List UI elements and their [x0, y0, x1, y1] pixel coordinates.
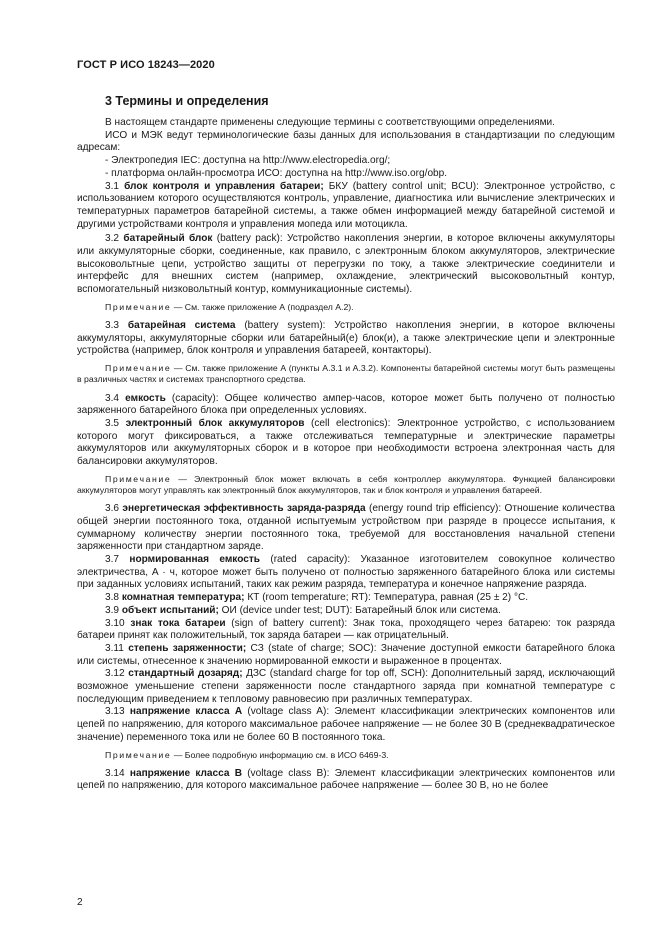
note-text: — См. также приложение А (подраздел А.2).	[171, 301, 354, 312]
term-name: знак тока батареи	[130, 617, 226, 629]
term-entry	[77, 393, 615, 418]
term-definition: (voltage class A): Элемент классификации электрических компонентов или цепей по напряжению, для которого максимальное рабочее напряжение — не более 30 В (среднеквадратическое значение) переменного тока или не более 60 В постоянного тока.	[77, 706, 615, 743]
note-text: — Более подробную информацию см. в ИСО 6469-3.	[171, 749, 389, 760]
term-name: нормированная емкость	[129, 554, 261, 565]
term-note	[77, 302, 615, 313]
term-name: объект испытаний;	[121, 604, 219, 616]
note-label: Примечание	[105, 749, 172, 760]
term-number: 3.4	[105, 392, 120, 404]
term-entry	[77, 605, 615, 618]
intro-paragraph-termbases: ИСО и МЭК ведут терминологические базы данных для использования в стандартизации по следующим адресам:	[77, 129, 615, 154]
term-name: батарейная система	[127, 320, 236, 332]
term-name: батарейный блок	[123, 233, 213, 245]
term-number: 3.7	[105, 554, 120, 565]
note-label: Примечание	[105, 301, 172, 312]
term-note	[77, 750, 615, 761]
term-entry	[77, 233, 615, 297]
term-name: степень заряженности;	[128, 642, 247, 654]
term-entry	[77, 592, 615, 605]
term-entry	[77, 643, 615, 668]
note-text: — См. также приложение А (пункты А.3.1 и А.3.2). Компоненты батарейной системы могут быть размещены в различных частях и системах транспортного средства.	[77, 363, 615, 385]
term-entry	[77, 668, 615, 706]
term-name: энергетическая эффективность заряда-разряда	[122, 503, 366, 515]
term-definition: (battery pack): Устройство накопления энергии, в которое включены аккумуляторы или аккумуляторные сборки, соединенные, как правило, с электронным блоком аккумуляторов, электрические высоковольтные цепи, устройство защиты от перегрузки по току, а также электрические соединители и интерфейс для внешних систем (например, охлаждение, электрический высоковольтный контур, вспомогательный низковольтный контур, коммуникационные системы).	[77, 233, 615, 296]
term-number: 3.6	[105, 503, 120, 515]
term-number: 3.13	[105, 706, 125, 718]
term-number: 3.12	[105, 668, 125, 680]
term-definition: КТ (room temperature; RT): Температура, равная (25 ± 2) °С.	[244, 592, 529, 604]
section-title: 3 Термины и определения	[105, 94, 269, 108]
term-name: напряжение класса А	[129, 706, 243, 718]
term-definition: (voltage class B): Элемент классификации электрических компонентов или цепей по напряжению, для которого максимальное рабочее напряжение — более 30 В, но не более	[77, 767, 615, 792]
term-definition: СЗ (state of charge; SOC): Значение доступной емкости батарейного блока или системы, отнесенное к значению нормированной емкости и выраженное в процентах.	[77, 642, 615, 667]
intro-bullet-electropedia: - Электропедия IEC: доступна на http://www.electropedia.org/;	[105, 155, 391, 167]
term-entry	[77, 320, 615, 358]
term-definition: (rated capacity): Указанное изготовителем совокупное количество электричества, А · ч, которое может быть получено от полностью заряженного батарейного блока или системы при заданных условиях испытаний, таких как режим разряда, температура и конечное напряжение разряда.	[77, 554, 615, 591]
term-definition: (capacity): Общее количество ампер-часов, которое может быть получено от полностью заряженного батарейного блока при определенных условиях.	[77, 392, 615, 417]
term-definition: ОИ (device under test; DUT): Батарейный блок или система.	[218, 604, 501, 616]
term-number: 3.2	[105, 233, 120, 245]
note-label: Примечание	[105, 363, 172, 374]
term-number: 3.14	[105, 767, 125, 779]
page-number: 2	[77, 897, 83, 908]
term-name: напряжение класса В	[129, 767, 242, 779]
term-entry	[77, 503, 615, 554]
note-text: — Электронный блок может включать в себя контроллер аккумулятора. Функцией балансировки аккумуляторов могут управлять как электронный блок аккумуляторов, так и блок контроля и управления батареей.	[77, 473, 615, 495]
intro-bullet-iso-obp: - платформа онлайн-просмотра ИСО: доступна на http://www.iso.org/obp.	[105, 167, 448, 179]
term-definition: БКУ (battery control unit; BCU): Электронное устройство, с использованием которого осуществляются контроль, управление, диагностика или вычисление электрических и температурных параметров батарейной системы, а также обмен информацией между батарейной системой и другими устройствами контроля и управления мопеда или мотоцикла.	[77, 180, 615, 230]
term-entry	[77, 768, 615, 793]
term-entry	[77, 181, 615, 232]
term-definition: (cell electronics): Электронное устройство, с использованием которого могут фиксироваться, а также отслеживаться температурные и электрические параметры аккумуляторов или аккумуляторных сборок и в которое при необходимости встроена электронная часть для балансировки аккумуляторов.	[77, 417, 615, 468]
term-name: электронный блок аккумуляторов	[125, 417, 305, 429]
term-note	[77, 474, 615, 496]
term-entry	[77, 554, 615, 592]
term-name: емкость	[125, 392, 166, 404]
term-definition: (battery system): Устройство накопления энергии, в которое включены аккумуляторы, аккумуляторные сборки или батарейный(е) блок(и), а также электрические цепи и электронные устройства (например, блок контроля и управления батареей, контакторы).	[77, 320, 615, 357]
term-name: комнатная температура;	[121, 592, 245, 604]
term-number: 3.3	[105, 320, 120, 332]
term-entry	[77, 418, 615, 469]
term-definition: (energy round trip efficiency): Отношение количества общей энергии постоянного тока, отданной испытуемым устройством при разряде в процессе испытания, к суммарному количеству энергии постоянного тока, требуемой для восстановления начальной степени заряженности при стандартном заряде.	[77, 503, 615, 553]
note-label: Примечание	[105, 473, 172, 484]
term-number: 3.9	[105, 604, 120, 616]
term-number: 3.11	[105, 642, 124, 654]
document-content	[77, 94, 615, 793]
term-note	[77, 363, 615, 385]
term-number: 3.8	[105, 592, 120, 604]
term-entry	[77, 618, 615, 643]
term-entry	[77, 706, 615, 744]
term-name: блок контроля и управления батареи;	[124, 180, 324, 192]
term-number: 3.5	[105, 417, 120, 429]
intro-paragraph: В настоящем стандарте применены следующие термины с соответствующими определениями.	[105, 117, 555, 128]
term-definition: (sign of battery current): Знак тока, проходящего через батарею: ток разряда батареи принят как положительный, ток заряда батареи — как отрицательный.	[77, 617, 615, 642]
term-number: 3.10	[105, 617, 125, 629]
term-name: стандартный дозаряд;	[128, 668, 243, 680]
term-definition: ДЗС (standard charge for top off, SCH): Дополнительный заряд, исключающий возможное уменьшение степени заряженности после стандартного заряда при комнатной температуре с последующим приведением к тепловому равновесию при различных температурах.	[77, 668, 615, 705]
standard-header: ГОСТ Р ИСО 18243—2020	[77, 59, 215, 71]
term-number: 3.1	[105, 180, 120, 192]
